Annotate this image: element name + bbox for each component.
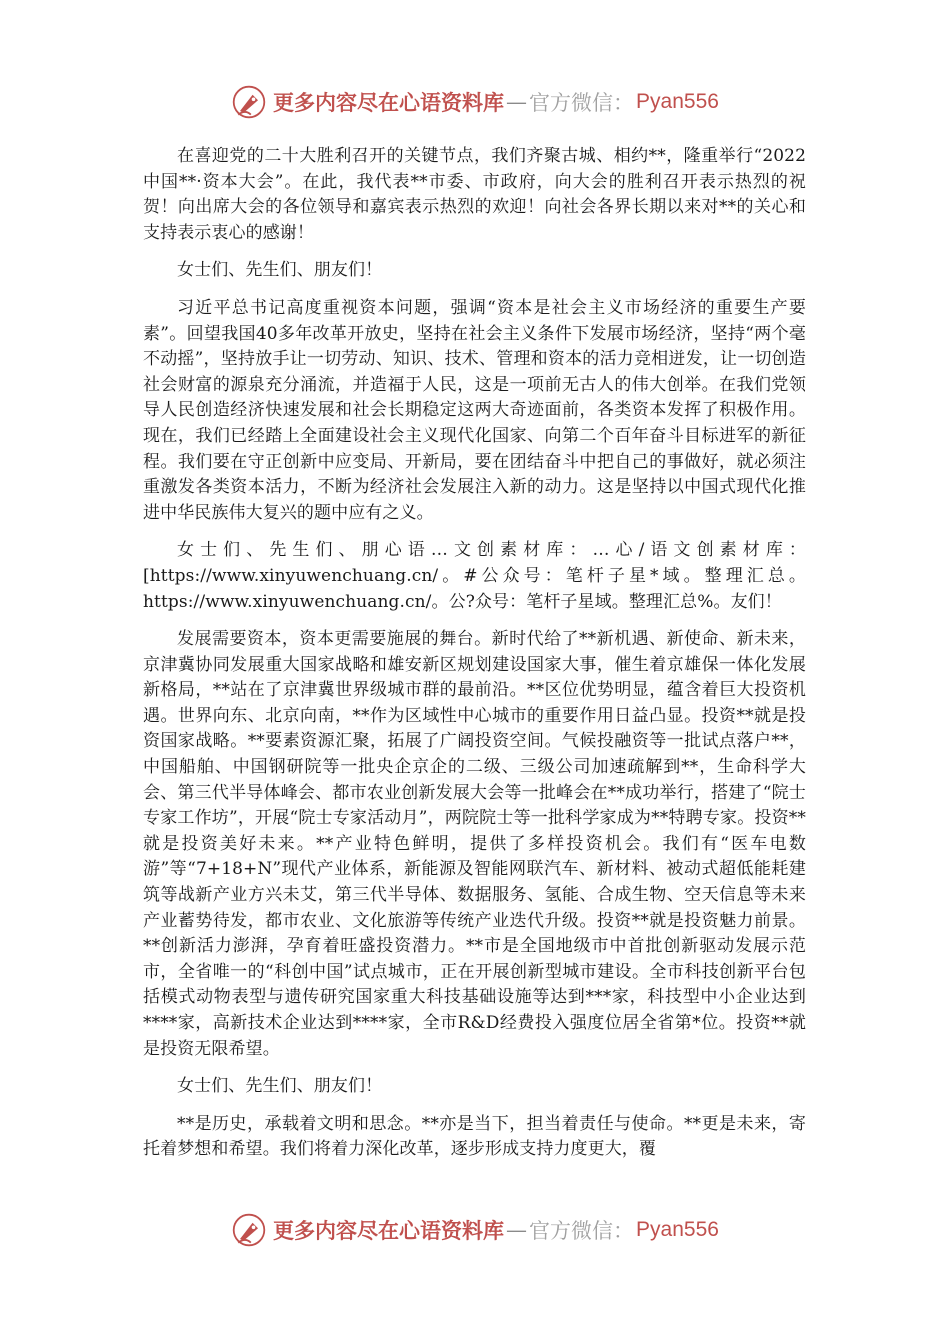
document-body: [143, 144, 806, 1175]
paragraph-investment-opportunities: 发展需要资本，资本更需要施展的舞台。新时代给了**新机遇、新使命、新未来，京津冀协同发展重大国家战略和雄安新区规划建设国家大事，催生着京雄保一体化发展新格局，**站在了京津冀世界级城市群的最前沿。**区位优势明显，蕴含着巨大投资机遇。世界向东、北京向南，**作为区域性中心城市的重要作用日益凸显。投资**就是投资国家战略。**要素资源汇聚，拓展了广阔投资空间。气候投融资等一批试点落户**，中国船舶、中国钢研院等一批央企京企的二级、三级公司加速疏解到**，生命科学大会、第三代半导体峰会、都市农业创新发展大会等一批峰会在**成功举行，搭建了“院士专家工作坊”，开展“院士专家活动月”，两院院士等一批科学家成为**特聘专家。投资**就是投资美好未来。**产业特色鲜明，提供了多样投资机会。我们有“医车电数游”等“7+18+N”现代产业体系，新能源及智能网联汽车、新材料、被动式超低能耗建筑等战新产业方兴未艾，第三代半导体、数据服务、氢能、合成生物、空天信息等未来产业蓄势待发，都市农业、文化旅游等传统产业迭代升级。投资**就是投资魅力前景。**创新活力澎湃，孕育着旺盛投资潜力。**市是全国地级市中首批创新驱动发展示范市，全省唯一的“科创中国”试点城市，正在开展创新型城市建设。全市科技创新平台包括模式动物表型与遗传研究国家重大科技基础设施等达到***家，科技型中小企业达到****家，高新技术企业达到****家，全市R&D经费投入强度位居全省第*位。投资**就是投资无限希望。: [143, 629, 806, 1059]
header-wechat-id: Pyan556: [636, 90, 719, 113]
footer-wechat-label: 官方微信：: [529, 1219, 635, 1243]
header-separator: —: [506, 90, 528, 114]
paragraph-opening: 在喜迎党的二十大胜利召开的关键节点，我们齐聚古城、相约**，隆重举行“2022中国**·资本大会”。在此，我代表**市委、市政府，向大会的胜利召开表示热烈的祝贺！向出席大会的各位领导和嘉宾表示热烈的欢迎！向社会各界长期以来对**的关心和支持表示衷心的感谢！: [143, 146, 806, 243]
header-main-text: 更多内容尽在心语资料库: [273, 90, 505, 115]
header-banner: [0, 80, 950, 124]
pen-nib-logo-icon: [231, 84, 267, 120]
paragraph-greeting-2: 女士们、先生们、朋友们！: [177, 1076, 383, 1097]
pen-nib-logo-icon: [231, 1212, 267, 1248]
footer-main-text: 更多内容尽在心语资料库: [273, 1218, 505, 1243]
paragraph-closing: **是历史，承载着文明和思念。**亦是当下，担当着责任与使命。**更是未来，寄托着梦想和希望。我们将着力深化改革，逐步形成支持力度更大，覆: [143, 1113, 806, 1160]
paragraph-greeting: 女士们、先生们、朋友们！: [177, 260, 383, 281]
paragraph-capital-importance: 习近平总书记高度重视资本问题，强调“资本是社会主义市场经济的重要生产要素”。回望我国40多年改革开放史，坚持在社会主义条件下发展市场经济，坚持“两个毫不动摇”，坚持放手让一切劳动、知识、技术、管理和资本的活力竞相迸发，让一切创造社会财富的源泉充分涌流，并造福于人民，这是一项前无古人的伟大创举。在我们党领导人民创造经济快速发展和社会长期稳定这两大奇迹面前，各类资本发挥了积极作用。现在，我们已经踏上全面建设社会主义现代化国家、向第二个百年奋斗目标进军的新征程。我们要在守正创新中应变局、开新局，要在团结奋斗中把自己的事做好，就必须注重激发各类资本活力，不断为经济社会发展注入新的动力。这是坚持以中国式现代化推进中华民族伟大复兴的题中应有之义。: [143, 297, 806, 523]
header-wechat-label: 官方微信：: [529, 91, 635, 115]
footer-banner: [0, 1208, 950, 1252]
footer-separator: —: [506, 1218, 528, 1242]
paragraph-watermark-greeting: 女士们、先生们、朋心语…文创素材库：…心/语文创素材库：[https://www.xinyuwenchuang.cn/。#公众号：笔杆子星*域。整理汇总。https://www.xinyuwenchuang.cn/。公?众号：笔杆子星域。整理汇总%。友们！: [143, 540, 806, 612]
footer-wechat-id: Pyan556: [636, 1218, 719, 1241]
